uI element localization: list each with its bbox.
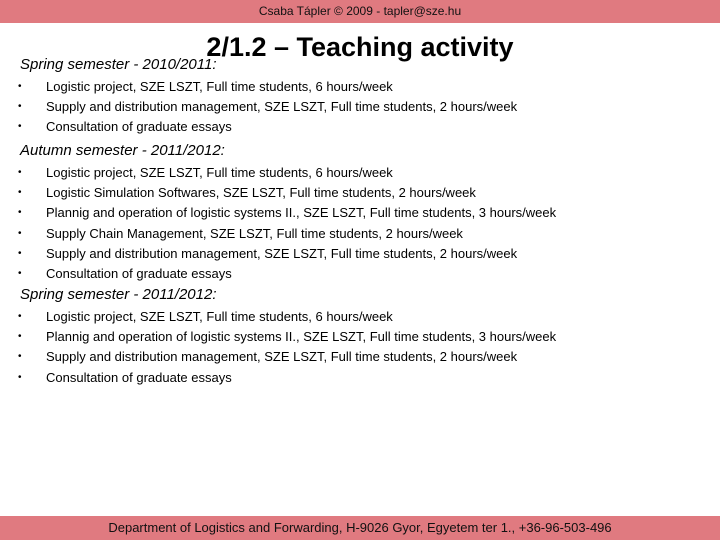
bullet-icon: •: [18, 351, 22, 363]
bullet-icon: •: [18, 81, 22, 92]
list-item-text: Supply and distribution management, SZE LSZT, Full time students, 2 hours/week: [46, 245, 518, 261]
header-text: Csaba Tápler © 2009 - tapler@sze.hu: [258, 4, 462, 18]
list-item-text: Logistic Simulation Softwares, SZE LSZT, Full time students, 2 hours/week: [46, 185, 476, 201]
bullet-icon: •: [18, 121, 22, 133]
list-item-text: Plannig and operation of logistic systems II., SZE LSZT, Full time students, 3 hours/week: [46, 205, 557, 221]
list-item-text: Logistic project, SZE LSZT, Full time students, 6 hours/week: [46, 79, 393, 94]
list-item-text: Consultation of graduate essays: [46, 119, 232, 135]
list-item-text: Logistic project, SZE LSZT, Full time students, 6 hours/week: [46, 165, 393, 180]
bullet-icon: •: [18, 167, 22, 178]
section-heading: Autumn semester - 2011/2012:: [20, 142, 225, 159]
bullet-icon: •: [18, 227, 22, 239]
list-item-text: Plannig and operation of logistic systems II., SZE LSZT, Full time students, 3 hours/week: [46, 329, 557, 345]
footer-text: Department of Logistics and Forwarding, H-9026 Gyor, Egyetem ter 1., +36-96-503-496: [108, 520, 612, 535]
footer-bar: [0, 516, 720, 540]
bullet-icon: •: [18, 101, 22, 113]
section-heading: Spring semester - 2010/2011:: [20, 56, 217, 73]
list-item-text: Consultation of graduate essays: [46, 265, 232, 281]
list-item-text: Logistic project, SZE LSZT, Full time students, 6 hours/week: [46, 309, 393, 324]
bullet-icon: •: [18, 371, 22, 383]
bullet-icon: •: [18, 331, 22, 343]
bullet-icon: •: [18, 187, 22, 199]
bullet-icon: •: [18, 311, 22, 322]
list-item-text: Supply and distribution management, SZE LSZT, Full time students, 2 hours/week: [46, 349, 518, 365]
section-heading: Spring semester - 2011/2012:: [20, 286, 217, 303]
header-bar: [0, 0, 720, 23]
list-item-text: Supply Chain Management, SZE LSZT, Full time students, 2 hours/week: [46, 225, 463, 241]
list-item-text: Consultation of graduate essays: [46, 369, 232, 385]
bullet-icon: •: [18, 207, 22, 219]
bullet-icon: •: [18, 247, 22, 259]
page-title-text: 2/1.2 – Teaching activity: [206, 32, 514, 62]
list-item-text: Supply and distribution management, SZE LSZT, Full time students, 2 hours/week: [46, 99, 518, 115]
bullet-icon: •: [18, 267, 22, 279]
